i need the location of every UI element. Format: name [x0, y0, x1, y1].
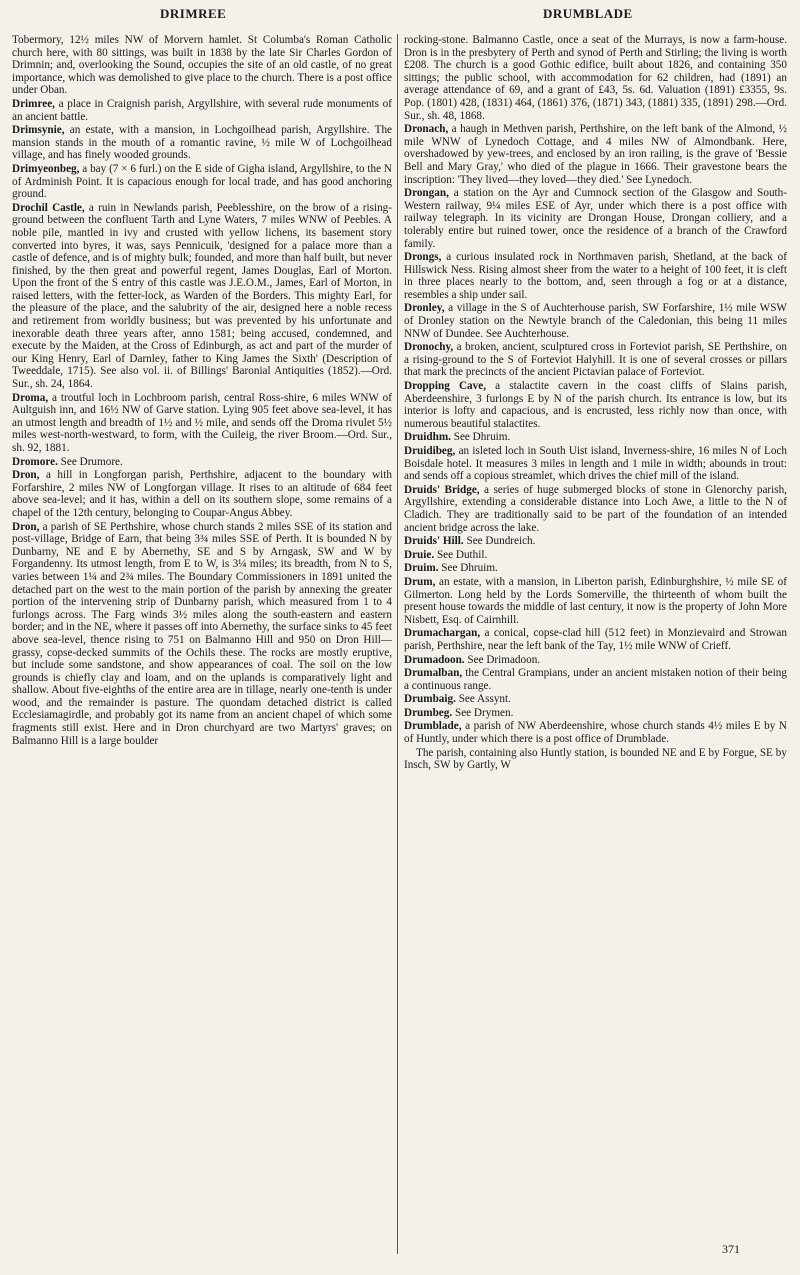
- entry-text: a conical, copse-clad hill (512 feet) in Monzievaird and Strowan parish, Perthshire, near the left bank of the Tay, 1½ mile WNW of Crieff.: [404, 627, 787, 652]
- gazetteer-entry: [404, 562, 787, 575]
- entry-headword: Droma,: [12, 391, 49, 404]
- entry-text: a series of huge submerged blocks of stone in Glenorchy parish, Argyllshire, extending a considerable distance into Loch Awe, a little to the N of Cladich. They are traditionally said to be part of the foundation of an intended ancient bridge across the lake.: [404, 483, 787, 534]
- gazetteer-entry: [12, 163, 392, 201]
- gazetteer-entry: [404, 380, 787, 430]
- entry-text: a parish of NW Aberdeenshire, whose church stands 4½ miles E by N of Huntly, under which there is a post office of Drumblade.: [404, 720, 787, 746]
- entry-text: See Duthil.: [434, 548, 488, 561]
- entry-text: an estate, with a mansion, in Liberton parish, Edinburghshire, ½ mile SE of Gilmerton. Long held by the Lords Somerville, the thirteenth of whom built the present house towards the middle of last century, it now is the property of John More Nisbett, Esq. of Cairnhill.: [404, 575, 787, 626]
- running-head-left: DRIMREE: [160, 6, 227, 21]
- entry-headword: Drimsynie,: [12, 124, 65, 137]
- entry-headword: Dronley,: [404, 302, 445, 315]
- entry-text: rocking-stone. Balmanno Castle, once a seat of the Murrays, is now a farm-house. Dron is in the presbytery of Perth and synod of Perth and Stirling; the living is worth £208. The church is a good Gothic edifice, built about 1826, and containing 350 sittings; the public school, with accommodation for 62 children, had (1891) an average attendance of 69, and a grant of £43, 5s. 6d. Valuation (1891) £3355, 9s. Pop. (1801) 428, (1831) 464, (1861) 376, (1871) 343, (1881) 335, (1891) 298.—Ord. Sur., sh. 48, 1868.: [404, 34, 787, 122]
- gazetteer-entry: [404, 549, 787, 562]
- entry-text: a curious insulated rock in Northmaven parish, Shetland, at the back of Hillswick Ness. Rising almost sheer from the water to a height of 100 feet, it is cleft in three places nearly to the bottom, and, seen through a fog or at a distance, resembles a ship under sail.: [404, 251, 787, 301]
- gazetteer-entry: [404, 654, 787, 667]
- gazetteer-entry: [404, 484, 787, 534]
- gazetteer-entry: [404, 445, 787, 483]
- entry-text: See Dhruim.: [438, 562, 498, 575]
- entry-text: a station on the Ayr and Cumnock section of the Glasgow and South-Western railway, 9¼ miles ESE of Ayr, under which there is a post office with railway telegraph. In its vicinity are Drongan House, Drongan colliery, and a tolerably entire but ruined tower, once the residence of a branch of the Crawford family.: [404, 187, 787, 250]
- entry-text: The parish, containing also Huntly station, is bounded NE and E by Forgue, SE by Insch, SW by Gartly, W: [404, 746, 787, 772]
- entry-text: a ruin in Newlands parish, Peeblesshire, on the brow of a rising-ground between the confluent Tarth and Lyne Waters, 7 miles WNW of Peebles. A noble pile, mantled in ivy and crusted with yellow lichens, its basement story converted into byres, it was, says Pennicuik, 'designed for a palace more than a castle of defence, and is of mighty bulk; founded, and more than half built, but never finished, by the then great and powerful regent, James Douglas, Earl of Morton. Upon the front of the S entry of this castle was J.E.O.M., James, Earl of Morton, in raised letters, with the fetter-lock, as Warden of the Borders. This mighty Earl, for the pleasure of the place, and the salubrity of the air, designed here a noble recess and retirement from worldly business; but was prevented by his unfortunate and inexorable death three years after, anno 1581; being accused, condemned, and execute by the Maiden, at the Cross of Edinburgh, as act and part of the murder of our King Henry, Earl of Darnley, father to King James the Sixth' (Description of Tweeddale, 1715). See also vol. ii. of Billings' Baronial Antiquities (1852).—Ord. Sur., sh. 24, 1864.: [12, 201, 392, 391]
- page-number: 371: [722, 1242, 740, 1256]
- gazetteer-entry: [12, 456, 392, 469]
- gazetteer-entry: [12, 98, 392, 123]
- gazetteer-entry: [12, 392, 392, 455]
- gazetteer-entry: [404, 187, 787, 250]
- entry-headword: Drumachargan,: [404, 627, 481, 640]
- entry-text: Tobermory, 12½ miles NW of Morvern hamlet. St Columba's Roman Catholic church here, with 80 sittings, was built in 1838 by the late Sir Charles Gordon of Drimnin; and, overlooking the Sound, occupies the site of an old castle, of no great importance, which was demolished to give place to the church. There is a post office under Oban.: [12, 34, 392, 97]
- entry-headword: Dronochy,: [404, 341, 454, 354]
- entry-headword: Druids' Hill.: [404, 535, 464, 548]
- entry-headword: Dron,: [12, 469, 40, 482]
- gazetteer-entry: [404, 535, 787, 548]
- entry-headword: Dronach,: [404, 123, 449, 136]
- entry-text: a bay (7 × 6 furl.) on the E side of Gigha island, Argyllshire, to the N of Ardminish Point. It is capacious enough for local trade, and has good anchoring ground.: [12, 162, 392, 201]
- entry-text: a parish of SE Perthshire, whose church stands 2 miles SSE of its station and post-village, Bridge of Earn, that being 3¾ miles SSE of Perth. It is bounded N by Dunbarny, NE and E by Abernethy, SE and S by Arngask, SW and W by Forgandenny. Its utmost length, from E to W, is 3¼ miles; its breadth, from N to S, varies between 1¼ and 2¾ miles. The Boundary Commissioners in 1891 united the detached part on the west to the main portion of the parish by annexing the greater portion of the intervening strip of Dunbarny parish, which measured from 1 to 4 furlongs across. The Farg winds 3½ miles along the south-eastern and eastern border; and in the NE, where it passes off into Abernethy, the surface sinks to 45 feet above sea-level, thence rising to 751 on Balmanno Hill and 950 on Dron Hill—grassy, copse-decked summits of the Ochils these. The rocks are mostly eruptive, but include some sandstone, and show appearances of coal. The soil on the low grounds is chiefly clay and loam, and on the uplands is comparatively light and shallow. About five-eighths of the entire area are in tillage, nearly one-tenth is under wood, and the remainder is pasture. The quondam detached district is called Ecclesiamagirdle, and probably got its name from an ancient chapel of which some fragments still exist. Here and in Dron churchyard are two Martyrs' graves; on Balmanno Hill is a large boulder: [12, 520, 392, 747]
- gazetteer-entry: [12, 202, 392, 391]
- entry-headword: Drochil Castle,: [12, 201, 85, 214]
- continuation-entry: [12, 34, 392, 97]
- entry-text: a village in the S of Auchterhouse parish, SW Forfarshire, 1½ mile WSW of Dronley station on the Newtyle branch of the Caledonian, this being 11 miles NNW of Dundee. See Auchterhouse.: [404, 302, 787, 340]
- entry-text: an isleted loch in South Uist island, Inverness-shire, 16 miles N of Loch Boisdale hotel. It measures 3 miles in length and 1 mile in width; abounds in trout: and sends off a copious streamlet, which drives the chief mill of the island.: [404, 445, 787, 483]
- gazetteer-entry: [404, 251, 787, 301]
- entry-text: See Drimadoon.: [464, 653, 541, 666]
- gazetteer-entry: [12, 521, 392, 748]
- gazetteer-entry: [404, 123, 787, 186]
- entry-headword: Druie.: [404, 548, 435, 561]
- continuation-entry: [404, 34, 787, 122]
- entry-headword: Drumblade,: [404, 720, 462, 733]
- gazetteer-entry: [404, 720, 787, 745]
- entry-text: See Dhruim.: [450, 431, 511, 444]
- column-divider: [397, 34, 398, 1254]
- entry-text: a hill in Longforgan parish, Perthshire, adjacent to the boundary with Forfarshire, 2 miles NW of Longforgan village. It rises to an altitude of 684 feet above sea-level; and it has, within a dell on its southern slope, some remains of a chapel of the 12th century, belonging to Coupar-Angus Abbey.: [12, 469, 392, 519]
- entry-headword: Drumalban,: [404, 667, 463, 680]
- entry-text: a place in Craignish parish, Argyllshire, with several rude monuments of an ancient battle.: [12, 97, 392, 123]
- gazetteer-entry: [404, 667, 787, 692]
- entry-text: See Dundreich.: [463, 535, 536, 548]
- gazetteer-entry: [404, 431, 787, 444]
- entry-text: an estate, with a mansion, in Lochgoilhead parish, Argyllshire. The mansion stands in the mouth of a romantic ravine, ½ mile W of Lochgoilhead village, and has finely wooded grounds.: [12, 124, 392, 162]
- entry-text: a stalactite cavern in the coast cliffs of Slains parish, Aberdeenshire, 3 furlongs E by N of the parish church. Its entrance is low, but its interior is lofty and capacious, and is encrusted, less richly now than once, with numerous beautiful stalactites.: [404, 380, 788, 430]
- entry-headword: Druids' Bridge,: [404, 483, 480, 496]
- entry-headword: Druidhm.: [404, 431, 451, 444]
- right-column: [404, 34, 787, 773]
- entry-text: See Assynt.: [455, 693, 511, 706]
- entry-text: the Central Grampians, under an ancient mistaken notion of their being a continuous range.: [404, 667, 787, 692]
- gazetteer-entry: [404, 707, 787, 720]
- entry-text: a haugh in Methven parish, Perthshire, on the left bank of the Almond, ½ mile WNW of Lynedoch Cottage, and 4 miles NW of Almondbank. Here, overshadowed by yew-trees, and enclosed by an iron railing, is the grave of 'Bessie Bell and Mary Gray,' who died of the plague in 1666. Their gravestone bears the inscription: 'They lived—they loved—they died.' See Lynedoch.: [404, 123, 787, 186]
- entry-headword: Dron,: [12, 520, 40, 533]
- gazetteer-entry: [12, 124, 392, 162]
- gazetteer-entry: [404, 576, 787, 626]
- entry-headword: Drongan,: [404, 187, 449, 200]
- entry-headword: Dropping Cave,: [404, 380, 486, 393]
- gazetteer-entry: [404, 747, 787, 772]
- entry-text: a broken, ancient, sculptured cross in Forteviot parish, SE Perthshire, on a rising-ground to the S of Forteviot Halyhill. It is one of several crosses or pillars that mark the precincts of the ancient Pictavian palace of Forteviot.: [404, 341, 787, 379]
- gazetteer-entry: [404, 627, 787, 652]
- entry-headword: Drumadoon.: [404, 653, 465, 666]
- entry-headword: Drongs,: [404, 251, 442, 264]
- entry-headword: Dromore.: [12, 455, 58, 468]
- entry-headword: Druim.: [404, 562, 439, 575]
- entry-text: a troutful loch in Lochbroom parish, central Ross-shire, 6 miles WNW of Aultguish inn, and 16½ NW of Garve station. Lying 905 feet above sea-level, it has an utmost length and breadth of 1½ and ½ mile, and sends off the Droma rivulet 5½ miles west-north-westward, to form, with the Cuileig, the river Broom.—Ord. Sur., sh. 92, 1881.: [12, 391, 392, 454]
- left-column: [12, 34, 392, 748]
- entry-headword: Drumbaig.: [404, 693, 456, 706]
- entry-headword: Drimree,: [12, 97, 55, 110]
- entry-headword: Drum,: [404, 575, 436, 588]
- entry-text: See Drumore.: [57, 455, 123, 468]
- gazetteer-entry: [404, 341, 787, 379]
- running-head-right: DRUMBLADE: [543, 6, 633, 21]
- gazetteer-entry: [404, 693, 787, 706]
- entry-text: See Drymen.: [452, 706, 514, 719]
- gazetteer-entry: [12, 469, 392, 519]
- entry-headword: Drimyeonbeg,: [12, 162, 80, 175]
- gazetteer-entry: [404, 302, 787, 340]
- entry-headword: Druidibeg,: [404, 445, 456, 457]
- entry-headword: Drumbeg.: [404, 706, 453, 719]
